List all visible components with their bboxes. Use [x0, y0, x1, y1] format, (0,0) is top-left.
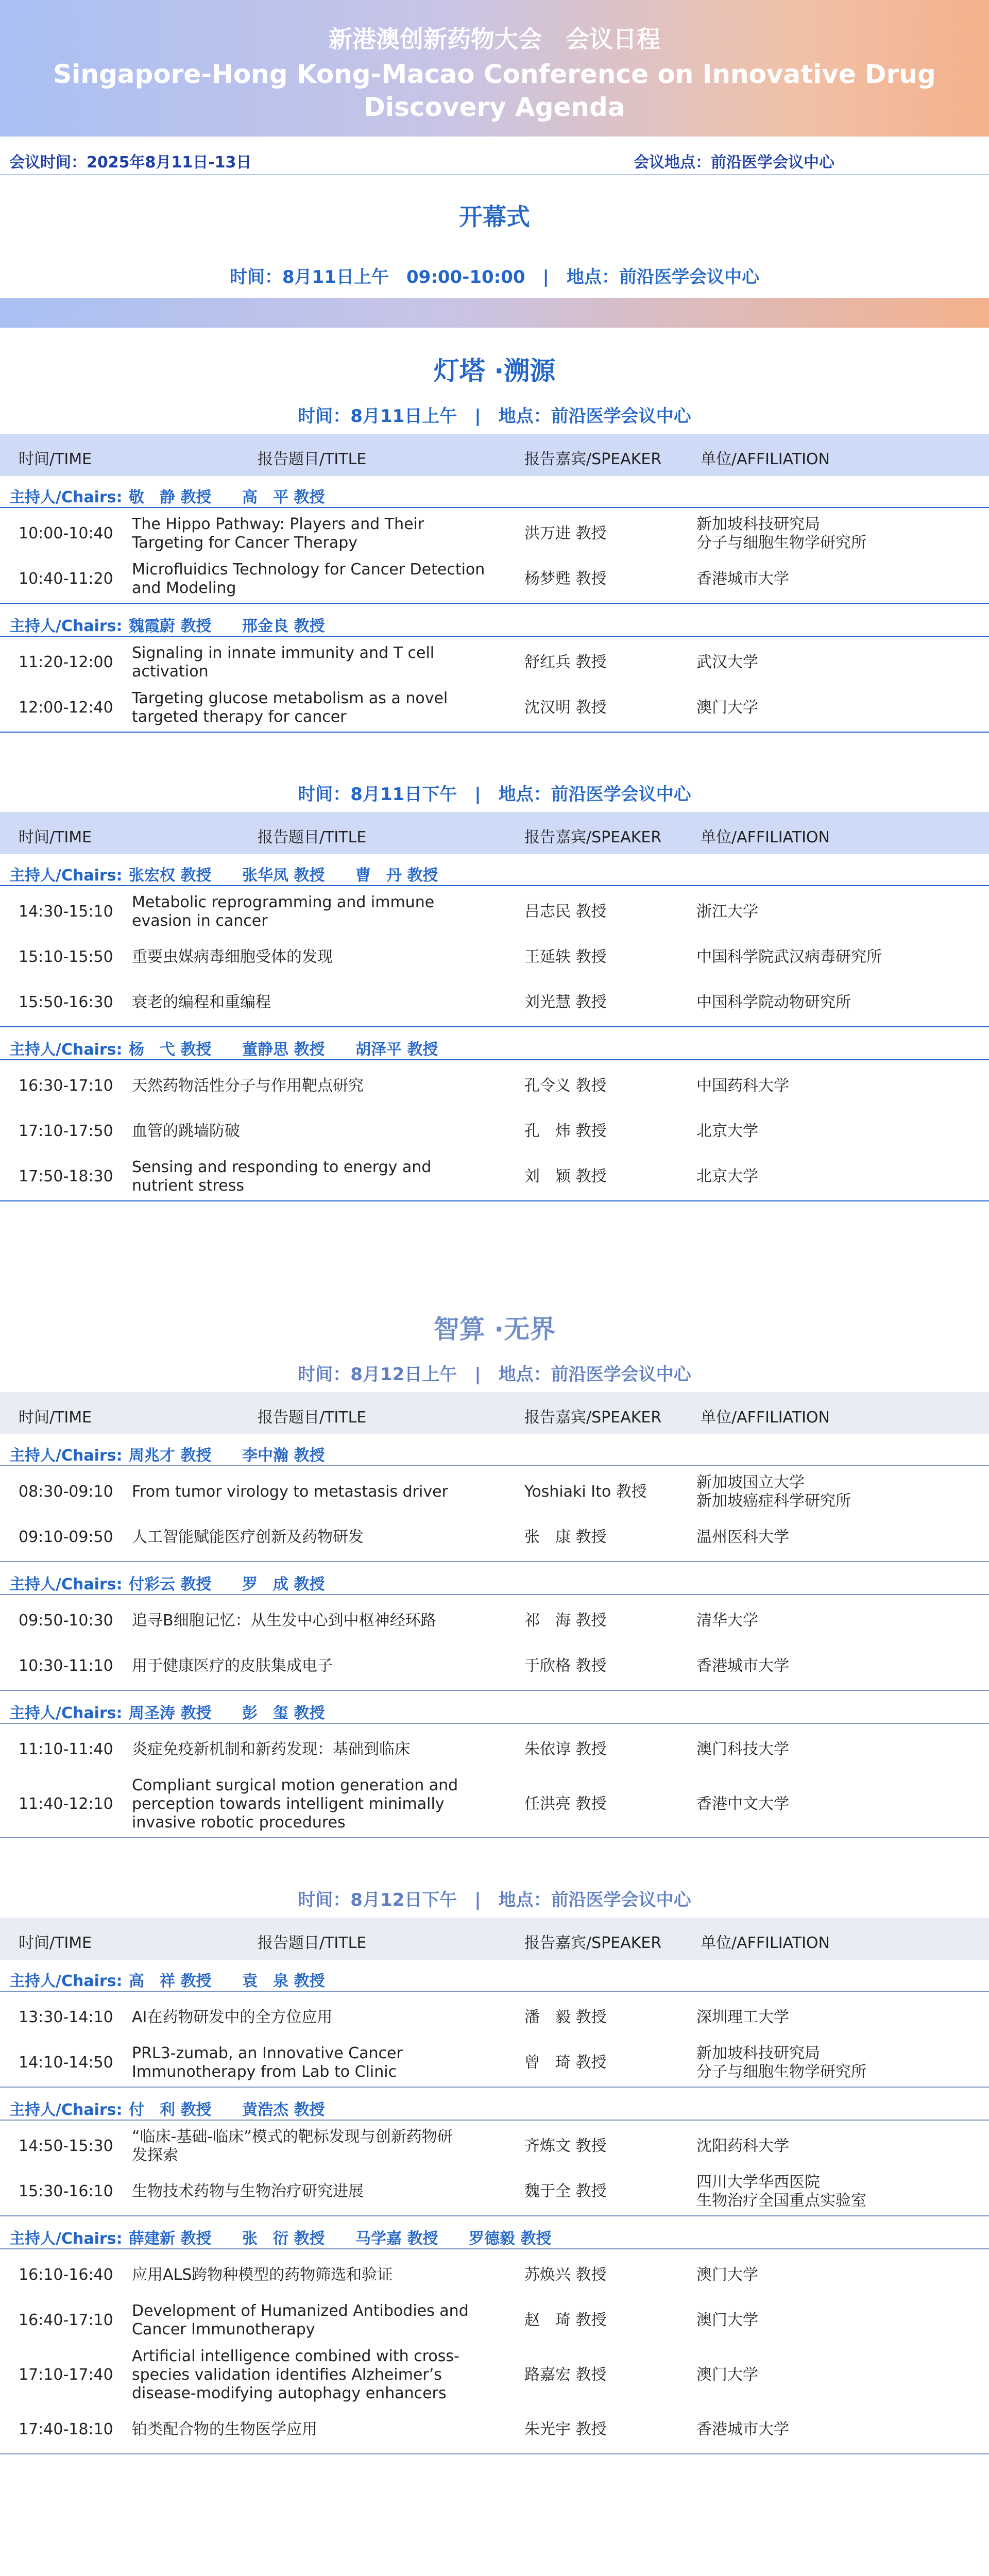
header-time: 时间/TIME — [19, 1409, 92, 1427]
chair-divider — [0, 1059, 989, 1060]
row-affiliation: 深圳理工大学 — [696, 2008, 789, 2026]
row-speaker: 任洪亮 教授 — [524, 1795, 607, 1813]
chairs-line — [9, 862, 978, 883]
header-speaker: 报告嘉宾/SPEAKER — [524, 1409, 662, 1427]
table-header — [0, 1392, 989, 1434]
block-divider — [0, 1690, 989, 1691]
chair-name: 袁 泉 教授 — [242, 1972, 325, 1990]
row-time: 12:00-12:40 — [19, 699, 113, 717]
chairs-line — [9, 1968, 978, 1989]
row-time: 09:10-09:50 — [19, 1528, 113, 1546]
row-title: 追寻B细胞记忆：从生发中心到中枢神经环路 — [132, 1612, 436, 1630]
session-time-venue: 时间：8月11日上午 | 地点：前沿医学会议中心 — [298, 406, 691, 427]
row-title: Sensing and responding to energy and — [132, 1158, 432, 1176]
chair-divider — [0, 636, 989, 637]
row-speaker: 潘 毅 教授 — [524, 2008, 607, 2026]
chair-divider — [0, 2248, 989, 2249]
chairs-line — [9, 2226, 978, 2246]
header-time: 时间/TIME — [19, 1934, 92, 1952]
row-time: 11:40-12:10 — [19, 1795, 113, 1813]
chair-name: 高 祥 教授 — [129, 1972, 212, 1990]
row-title: 铂类配合物的生物医学应用 — [132, 2420, 317, 2438]
table-header — [0, 1918, 989, 1960]
row-affiliation: 香港城市大学 — [696, 570, 789, 588]
table-header — [0, 434, 989, 476]
row-title: 发探索 — [132, 2146, 178, 2164]
row-speaker: 朱光宇 教授 — [524, 2420, 607, 2438]
row-affiliation: 新加坡国立大学 — [696, 1473, 805, 1492]
chairs-label: 主持人/Chairs: — [9, 617, 123, 635]
row-time: 17:10-17:40 — [19, 2366, 113, 2384]
opening-line: 时间：8月11日上午 09:00-10:00 | 地点：前沿医学会议中心 — [230, 267, 759, 287]
row-time: 17:40-18:10 — [19, 2420, 113, 2438]
chair-divider — [0, 885, 989, 886]
row-time: 10:40-11:20 — [19, 570, 113, 588]
meta-divider — [0, 174, 989, 175]
row-title: 炎症免疫新机制和新药发现：基础到临床 — [132, 1740, 410, 1758]
chair-divider — [0, 1723, 989, 1724]
row-speaker: 刘光慧 教授 — [524, 993, 607, 1011]
row-title: disease-modifying autophagy enhancers — [132, 2384, 447, 2402]
header-affiliation: 单位/AFFILIATION — [701, 828, 830, 846]
row-title: 重要虫媒病毒细胞受体的发现 — [132, 948, 333, 966]
block-divider — [0, 1200, 989, 1201]
chair-divider — [0, 1465, 989, 1466]
chair-name: 董静思 教授 — [242, 1041, 325, 1059]
block-divider — [0, 1837, 989, 1838]
header-speaker: 报告嘉宾/SPEAKER — [524, 450, 662, 468]
row-title: invasive robotic procedures — [132, 1814, 346, 1832]
chair-name: 罗 成 教授 — [242, 1575, 325, 1594]
row-affiliation: 北京大学 — [696, 1167, 758, 1185]
chairs-label: 主持人/Chairs: — [9, 488, 123, 506]
header-title: 报告题目/TITLE — [258, 1409, 367, 1427]
chair-name: 曹 丹 教授 — [355, 867, 438, 885]
row-time: 14:10-14:50 — [19, 2054, 113, 2072]
row-affiliation: 中国科学院动物研究所 — [696, 993, 851, 1011]
header-title: 报告题目/TITLE — [258, 1934, 367, 1952]
chair-divider — [0, 1991, 989, 1992]
row-affiliation: 沈阳药科大学 — [696, 2137, 789, 2155]
row-affiliation: 香港中文大学 — [696, 1795, 789, 1813]
session-time-venue: 时间：8月12日上午 | 地点：前沿医学会议中心 — [298, 1364, 691, 1385]
header-banner — [0, 0, 989, 137]
row-time: 13:30-14:10 — [19, 2008, 113, 2026]
chairs-label: 主持人/Chairs: — [9, 2230, 123, 2248]
row-time: 15:10-15:50 — [19, 948, 113, 966]
row-speaker: 路嘉宏 教授 — [524, 2366, 607, 2384]
session-time-venue: 时间：8月12日下午 | 地点：前沿医学会议中心 — [298, 1890, 691, 1910]
row-time: 11:20-12:00 — [19, 653, 113, 671]
row-title: 血管的跳墙防破 — [132, 1122, 240, 1140]
row-speaker: 刘 颖 教授 — [524, 1167, 607, 1185]
row-affiliation: 武汉大学 — [696, 653, 758, 671]
row-affiliation: 中国科学院武汉病毒研究所 — [696, 948, 882, 966]
header-speaker: 报告嘉宾/SPEAKER — [524, 828, 662, 846]
row-affiliation: 四川大学华西医院 — [696, 2173, 820, 2191]
row-title: Cancer Immunotherapy — [132, 2320, 315, 2338]
header-affiliation: 单位/AFFILIATION — [701, 1934, 830, 1952]
row-speaker: 王延轶 教授 — [524, 948, 607, 966]
chair-name: 张 衍 教授 — [242, 2230, 325, 2248]
row-affiliation: 新加坡癌症科学研究所 — [696, 1492, 851, 1510]
row-speaker: 杨梦甦 教授 — [524, 570, 607, 588]
block-divider — [0, 603, 989, 604]
row-speaker: 吕志民 教授 — [524, 903, 607, 921]
row-affiliation: 澳门大学 — [696, 2266, 758, 2284]
chair-name: 高 平 教授 — [242, 488, 325, 506]
row-speaker: 于欣格 教授 — [524, 1657, 607, 1675]
row-title: 生物技术药物与生物治疗研究进展 — [132, 2182, 364, 2200]
row-time: 16:30-17:10 — [19, 1077, 113, 1095]
row-affiliation: 澳门科技大学 — [696, 1740, 789, 1758]
row-title: targeted therapy for cancer — [132, 708, 347, 726]
row-speaker: 孔 炜 教授 — [524, 1122, 607, 1140]
row-title: 天然药物活性分子与作用靶点研究 — [132, 1077, 364, 1095]
section-title: 灯塔 ·溯源 — [433, 356, 556, 386]
row-title: 人工智能赋能医疗创新及药物研发 — [132, 1528, 364, 1546]
row-time: 08:30-09:10 — [19, 1483, 113, 1501]
header-title: 报告题目/TITLE — [258, 828, 367, 846]
row-speaker: 曾 琦 教授 — [524, 2054, 607, 2072]
title-en: Singapore-Hong Kong-Macao Conference on Innovative Drug Discovery Agenda — [53, 59, 936, 122]
chair-divider — [0, 2120, 989, 2121]
chair-name: 周兆才 教授 — [129, 1447, 212, 1465]
row-affiliation: 澳门大学 — [696, 699, 758, 717]
row-time: 17:50-18:30 — [19, 1167, 113, 1185]
chair-divider — [0, 507, 989, 508]
chair-name: 魏霞蔚 教授 — [129, 617, 212, 635]
row-time: 10:30-11:10 — [19, 1657, 113, 1675]
chairs-line — [9, 613, 978, 634]
row-speaker: 赵 琦 教授 — [524, 2311, 607, 2329]
row-title: Signaling in innate immunity and T cell — [132, 644, 435, 662]
chair-name: 敬 静 教授 — [129, 488, 212, 506]
row-speaker: 魏于全 教授 — [524, 2182, 607, 2200]
meeting-venue: 会议地点：前沿医学会议中心 — [634, 154, 834, 172]
row-time: 14:30-15:10 — [19, 903, 113, 921]
chairs-line — [9, 484, 978, 505]
chair-name: 李中瀚 教授 — [242, 1447, 325, 1465]
opening-band — [0, 298, 989, 328]
chairs-label: 主持人/Chairs: — [9, 1575, 123, 1594]
row-time: 15:30-16:10 — [19, 2182, 113, 2200]
header-title: 报告题目/TITLE — [258, 450, 367, 468]
block-divider — [0, 732, 989, 733]
chairs-label: 主持人/Chairs: — [9, 1972, 123, 1990]
row-title: evasion in cancer — [132, 912, 268, 930]
row-affiliation: 分子与细胞生物学研究所 — [696, 2063, 866, 2081]
row-title: Artificial intelligence combined with cross- — [132, 2347, 459, 2365]
row-title: From tumor virology to metastasis driver — [132, 1483, 448, 1501]
chairs-label: 主持人/Chairs: — [9, 867, 123, 885]
row-title: perception towards intelligent minimally — [132, 1795, 445, 1813]
header-speaker: 报告嘉宾/SPEAKER — [524, 1934, 662, 1952]
row-speaker: 祁 海 教授 — [524, 1612, 607, 1630]
chairs-line — [9, 1037, 978, 1057]
row-title: 用于健康医疗的皮肤集成电子 — [132, 1657, 333, 1675]
chair-name: 马学嘉 教授 — [355, 2230, 438, 2248]
table-header — [0, 812, 989, 854]
row-affiliation: 浙江大学 — [696, 903, 758, 921]
row-title: Immunotherapy from Lab to Clinic — [132, 2063, 397, 2081]
chair-name: 胡泽平 教授 — [355, 1041, 438, 1059]
row-time: 11:10-11:40 — [19, 1740, 113, 1758]
chair-name: 张华凤 教授 — [242, 867, 325, 885]
section-title: 智算 ·无界 — [433, 1314, 556, 1344]
chair-name: 付 利 教授 — [129, 2101, 212, 2119]
chairs-line — [9, 1700, 978, 1721]
block-divider — [0, 2087, 989, 2088]
row-title: nutrient stress — [132, 1177, 245, 1195]
row-title: “临床-基础-临床”模式的靶标发现与创新药物研 — [132, 2128, 453, 2146]
chair-name: 彭 玺 教授 — [242, 1704, 325, 1722]
row-speaker: 孔令义 教授 — [524, 1077, 607, 1095]
row-time: 09:50-10:30 — [19, 1612, 113, 1630]
chairs-label: 主持人/Chairs: — [9, 1447, 123, 1465]
header-affiliation: 单位/AFFILIATION — [701, 450, 830, 468]
chair-name: 邢金良 教授 — [242, 617, 325, 635]
row-affiliation: 温州医科大学 — [696, 1528, 789, 1546]
row-title: Targeting for Cancer Therapy — [132, 534, 358, 552]
row-speaker: 洪万进 教授 — [524, 524, 607, 543]
row-title: 应用ALS跨物种模型的药物筛选和验证 — [132, 2266, 393, 2284]
row-title: PRL3-zumab, an Innovative Cancer — [132, 2044, 403, 2062]
row-time: 15:50-16:30 — [19, 993, 113, 1011]
row-time: 10:00-10:40 — [19, 524, 113, 543]
row-speaker: 齐炼文 教授 — [524, 2137, 607, 2155]
row-title: Targeting glucose metabolism as a novel — [132, 689, 448, 707]
row-speaker: 舒红兵 教授 — [524, 653, 607, 671]
meeting-date: 会议时间：2025年8月11日-13日 — [9, 154, 252, 172]
chairs-line — [9, 1443, 978, 1463]
chair-name: 罗德毅 教授 — [469, 2230, 552, 2248]
block-divider — [0, 2453, 989, 2454]
row-speaker: 苏焕兴 教授 — [524, 2266, 607, 2284]
row-title: Development of Humanized Antibodies and — [132, 2302, 469, 2320]
row-speaker: 张 康 教授 — [524, 1528, 607, 1546]
row-affiliation: 北京大学 — [696, 1122, 758, 1140]
title-cn: 新港澳创新药物大会 会议日程 — [329, 25, 660, 53]
row-time: 17:10-17:50 — [19, 1122, 113, 1140]
row-title: Metabolic reprogramming and immune — [132, 893, 435, 911]
header-time: 时间/TIME — [19, 450, 92, 468]
row-affiliation: 香港城市大学 — [696, 1657, 789, 1675]
row-title: and Modeling — [132, 579, 236, 597]
row-title: species validation identifies Alzheimer’s — [132, 2366, 442, 2384]
row-speaker: 朱依谆 教授 — [524, 1740, 607, 1758]
row-affiliation: 生物治疗全国重点实验室 — [696, 2192, 866, 2210]
chairs-label: 主持人/Chairs: — [9, 2101, 123, 2119]
opening-title: 开幕式 — [459, 203, 530, 231]
row-affiliation: 中国药科大学 — [696, 1077, 789, 1095]
chair-name: 付彩云 教授 — [129, 1575, 212, 1594]
header-affiliation: 单位/AFFILIATION — [701, 1409, 830, 1427]
chair-name: 杨 弋 教授 — [129, 1041, 212, 1059]
row-affiliation: 香港城市大学 — [696, 2420, 789, 2438]
block-divider — [0, 2215, 989, 2216]
row-affiliation: 分子与细胞生物学研究所 — [696, 534, 866, 552]
row-time: 16:40-17:10 — [19, 2311, 113, 2329]
row-affiliation: 澳门大学 — [696, 2311, 758, 2329]
row-title: The Hippo Pathway: Players and Their — [132, 515, 424, 533]
row-affiliation: 新加坡科技研究局 — [696, 2044, 820, 2062]
chairs-label: 主持人/Chairs: — [9, 1041, 123, 1059]
block-divider — [0, 1026, 989, 1027]
chair-name: 周圣涛 教授 — [129, 1704, 212, 1722]
row-affiliation: 新加坡科技研究局 — [696, 515, 820, 533]
row-time: 14:50-15:30 — [19, 2137, 113, 2155]
chair-divider — [0, 1594, 989, 1595]
row-speaker: Yoshiaki Ito 教授 — [524, 1483, 647, 1501]
chair-name: 薛建新 教授 — [129, 2230, 212, 2248]
row-title: Compliant surgical motion generation and — [132, 1776, 458, 1794]
row-affiliation: 澳门大学 — [696, 2366, 758, 2384]
block-divider — [0, 1561, 989, 1562]
row-time: 16:10-16:40 — [19, 2266, 113, 2284]
chair-name: 黄浩杰 教授 — [242, 2101, 325, 2119]
chairs-label: 主持人/Chairs: — [9, 1704, 123, 1722]
row-title: 衰老的编程和重编程 — [132, 993, 271, 1011]
header-time: 时间/TIME — [19, 828, 92, 846]
row-title: Microfluidics Technology for Cancer Detection — [132, 561, 485, 579]
chairs-line — [9, 1571, 978, 1592]
row-title: activation — [132, 663, 209, 681]
row-title: AI在药物研发中的全方位应用 — [132, 2008, 333, 2026]
chair-name: 张宏权 教授 — [129, 867, 212, 885]
session-time-venue: 时间：8月11日下午 | 地点：前沿医学会议中心 — [298, 784, 691, 805]
row-speaker: 沈汉明 教授 — [524, 699, 607, 717]
chairs-line — [9, 2097, 978, 2117]
row-affiliation: 清华大学 — [696, 1612, 758, 1630]
